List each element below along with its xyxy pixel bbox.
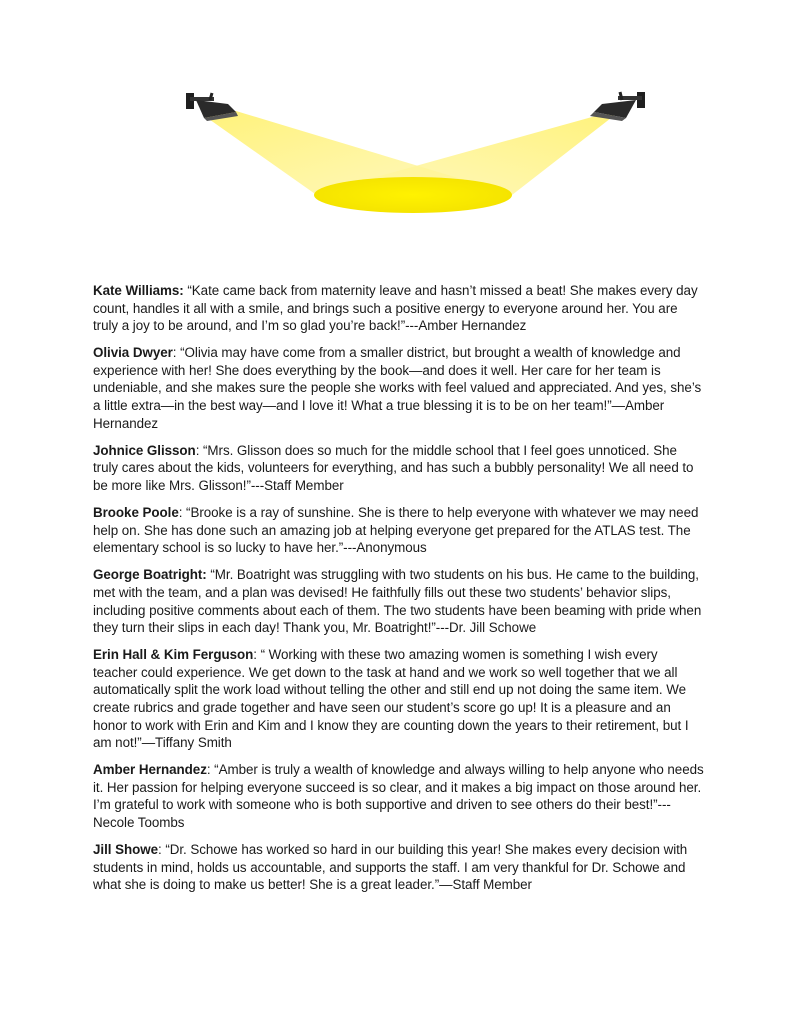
entry-text: : “Brooke is a ray of sunshine. She is there to help everyone with whatever we may need help on. She has done such an amazing job at helping everyone get prepared for the ATLAS test. The elementary school is so lucky to have her.”---Anonymous xyxy=(93,505,699,556)
recognition-entry xyxy=(93,841,705,894)
entry-name: Olivia Dwyer xyxy=(93,345,173,361)
entry-text: : “Olivia may have come from a smaller district, but brought a wealth of knowledge and experience with her! She does everything by the book—and does it well. Her care for her team is undeniable, and she makes sure the people she works with feel valued and appreciated. And yes, she’s a little extra—in the best way—and I love it! What a true blessing it is to be on her team!”—Amber Hernandez xyxy=(93,345,702,431)
recognition-entry xyxy=(93,442,705,495)
entry-name: Johnice Glisson xyxy=(93,442,196,458)
entry-name: Amber Hernandez xyxy=(93,762,207,778)
spotlight-floor-ellipse xyxy=(314,177,512,213)
recognition-entry xyxy=(93,646,705,752)
entry-name: Brooke Poole xyxy=(93,505,179,521)
recognition-entry xyxy=(93,566,705,636)
entry-name: Erin Hall & Kim Ferguson xyxy=(93,647,254,663)
recognition-entry xyxy=(93,504,705,557)
recognition-entry xyxy=(93,282,705,335)
entry-name: George Boatright: xyxy=(93,567,207,583)
entry-text: “Mr. Boatright was struggling with two students on his bus. He came to the building, met with the team, and a plan was devised! He faithfully fills out these two students’ behavior slips, including positive comments about each of them. The two students have been beaming with pride when they turn their slips in each day! Thank you, Mr. Boatright!”---Dr. Jill Schowe xyxy=(93,567,702,636)
entry-text: : “Dr. Schowe has worked so hard in our building this year! She makes every decision with students in mind, holds us accountable, and supports the staff. I am very thankful for Dr. Schowe and what she is doing to make us better! She is a great leader.”—Staff Member xyxy=(93,842,688,893)
right-spotlight-fixture-icon xyxy=(590,92,645,121)
entry-text: : “ Working with these two amazing women is something I wish every teacher could experience. We get down to the task at hand and we work so well together that we all automatically split the work load without telling the other and still end up not doing the same item. We create rubrics and grade together and have seen our student’s score go up! It is a pleasure and an honor to work with Erin and Kim and I know they are counting down the years to their retirement, but I am not!”—Tiffany Smith xyxy=(93,647,689,751)
entry-text: : “Mrs. Glisson does so much for the middle school that I feel goes unnoticed. She truly cares about the kids, volunteers for everything, and has such a bubbly personality! We all need to be more like Mrs. Glisson!”---Staff Member xyxy=(93,442,694,493)
recognition-entry xyxy=(93,344,705,432)
recognition-list xyxy=(93,282,705,903)
entry-text: “Kate came back from maternity leave and hasn’t missed a beat! She makes every day count, handles it all with a smile, and brings such a positive energy to everyone around her. You are truly a joy to be around, and I’m so glad you’re back!”---Amber Hernandez xyxy=(93,283,698,334)
entry-name: Jill Showe xyxy=(93,842,158,858)
entry-text: : “Amber is truly a wealth of knowledge and always willing to help anyone who needs it. Her passion for helping everyone succeed is so clear, and it makes a big impact on those around her. I’m grateful to work with someone who is both supportive and driven to see others do their best!”---Necole Toombs xyxy=(93,762,704,831)
recognition-entry xyxy=(93,761,705,831)
left-spotlight-fixture-icon xyxy=(186,93,238,121)
entry-name: Kate Williams: xyxy=(93,283,184,298)
spotlight-illustration xyxy=(0,0,791,260)
